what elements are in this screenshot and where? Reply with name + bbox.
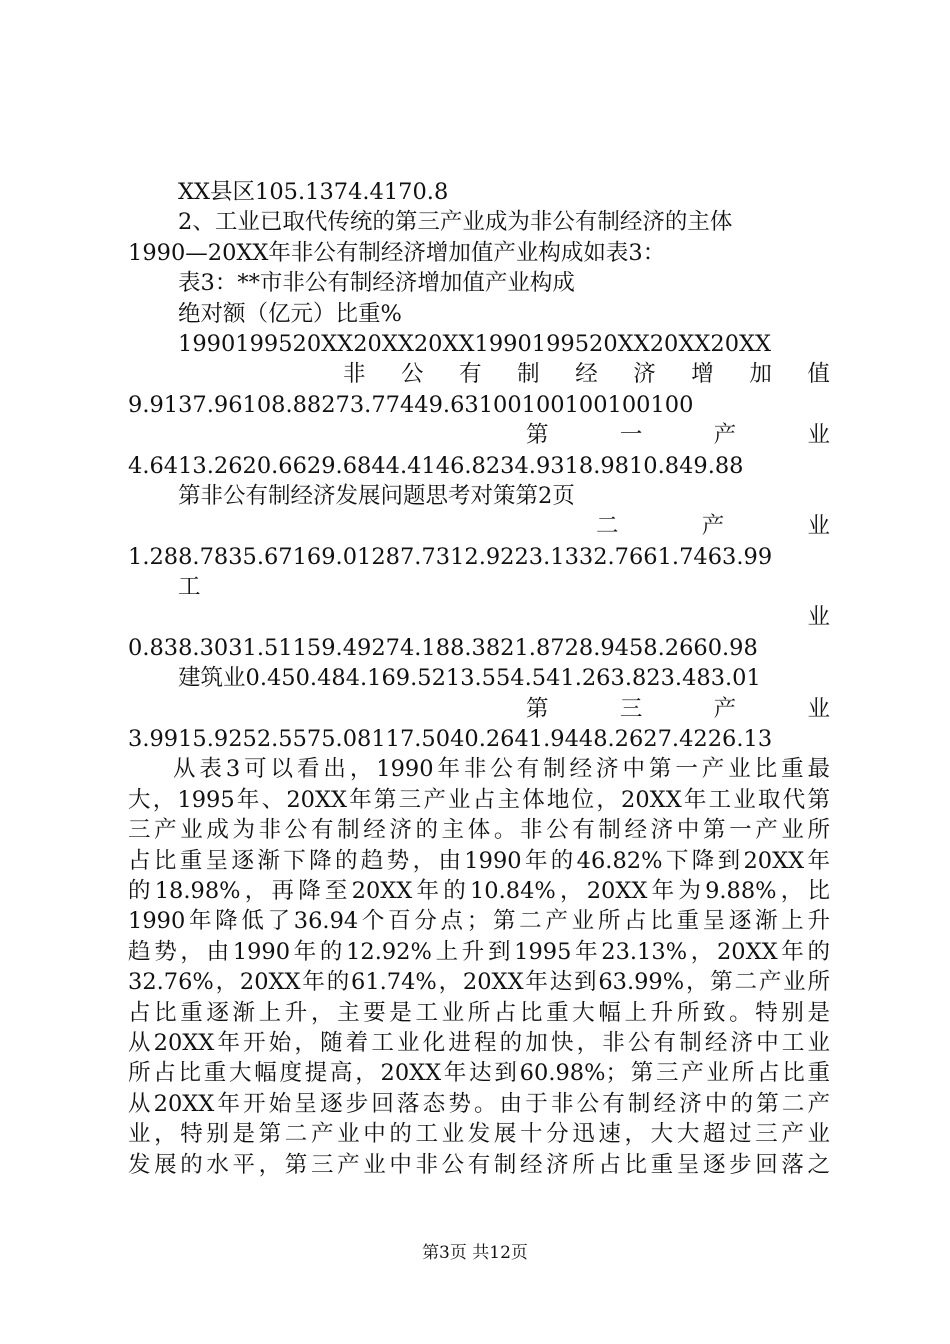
- label-char: 产: [713, 422, 737, 449]
- label-char: 业: [807, 513, 830, 540]
- table-row-values-industry: 0.838.3031.51159.49274.188.3821.8728.9458.2660.98: [128, 634, 758, 661]
- paragraph-line: 所占比重大幅度提高，20XX年达到60.98%；第三产业所占比重: [128, 1060, 830, 1087]
- page-header-note: 第非公有制经济发展问题思考对策第2页: [178, 482, 575, 509]
- label-char: 有: [459, 361, 482, 388]
- table-row-construction: 建筑业0.450.484.169.5213.554.541.263.823.483.01: [178, 665, 761, 692]
- paragraph-line: 占比重呈逐渐下降的趋势，由1990年的46.82%下降到20XX年: [128, 847, 830, 874]
- section-heading: 2、工业已取代传统的第三产业成为非公有制经济的主体: [178, 209, 733, 236]
- label-char: 一: [619, 422, 643, 449]
- label-char: 增: [691, 361, 714, 388]
- document-body: [128, 177, 830, 1180]
- table-row-label-industry-a: 工: [178, 574, 201, 601]
- table-row-label-secondary: [128, 511, 830, 541]
- paragraph-line: 发展的水平，第三产业中非公有制经济所占比重呈逐步回落之: [128, 1151, 830, 1178]
- paragraph-line: 趋势，由1990年的12.92%上升到1995年23.13%，20XX年的: [128, 938, 830, 965]
- label-char: 业: [807, 422, 830, 449]
- label-char: 加: [749, 361, 772, 388]
- label-spread: [526, 420, 830, 450]
- label-char: 业: [807, 604, 830, 631]
- label-char: 产: [701, 513, 725, 540]
- label-char: 值: [807, 361, 830, 388]
- paragraph-line: 从表3可以看出，1990年非公有制经济中第一产业比重最: [173, 756, 830, 783]
- table-row-label-tertiary: [128, 694, 830, 724]
- county-data-line: XX县区105.1374.4170.8: [178, 179, 449, 205]
- label-char: 业: [807, 695, 830, 722]
- paragraph-line: 从20XX年开始呈逐步回落态势。由于非公有制经济中的第二产: [128, 1090, 830, 1117]
- paragraph-line: 的18.98%，再降至20XX年的10.84%，20XX年为9.88%，比: [128, 877, 830, 904]
- table-row-values-tertiary: 3.9915.9252.5575.08117.5040.2641.9448.2627.4226.13: [128, 726, 773, 753]
- paragraph-line: 占比重逐渐上升，主要是工业所占比重大幅上升所致。特别是: [128, 999, 830, 1026]
- label-spread: [526, 694, 830, 724]
- page-footer: [0, 1242, 950, 1264]
- table-title: 表3：**市非公有制经济增加值产业构成: [178, 270, 575, 297]
- table-row-label-total: [128, 359, 830, 389]
- label-char: 公: [401, 361, 424, 388]
- table-row-values-total: 9.9137.96108.88273.77449.63100100100100100: [128, 391, 694, 418]
- page-number: 第3页 共12页: [422, 1243, 528, 1263]
- paragraph-line: 32.76%，20XX年的61.74%，20XX年达到63.99%，第二产业所: [128, 969, 830, 996]
- label-char: 二: [596, 513, 619, 540]
- table-header-units: 绝对额（亿元）比重%: [178, 300, 402, 327]
- label-char: 第: [526, 422, 549, 449]
- table-row-label-industry-b: [128, 602, 830, 632]
- table-header-years: 1990199520XX20XX20XX1990199520XX20XX20XX: [178, 330, 772, 357]
- intro-line: 1990—20XX年非公有制经济增加值产业构成如表3：: [128, 239, 666, 266]
- label-char: 产: [713, 695, 737, 722]
- table-row-values-secondary: 1.288.7835.67169.01287.7312.9223.1332.7661.7463.99: [128, 543, 773, 570]
- label-char: 三: [619, 695, 643, 722]
- label-char: 非: [343, 361, 366, 388]
- label-spread: [343, 359, 830, 389]
- paragraph-line: 三产业成为非公有制经济的主体。非公有制经济中第一产业所: [128, 817, 830, 844]
- label-char: 第: [526, 695, 549, 722]
- table-row-values-primary: 4.6413.2620.6629.6844.4146.8234.9318.9810.849.88: [128, 452, 744, 479]
- label-char: 制: [517, 361, 540, 388]
- label-char: 经: [575, 361, 598, 388]
- paragraph-line: 业，特别是第二产业中的工业发展十分迅速，大大超过三产业: [128, 1121, 830, 1148]
- paragraph-line: 大，1995年、20XX年第三产业占主体地位，20XX年工业取代第: [128, 786, 830, 813]
- paragraph-line: 从20XX年开始，随着工业化进程的加快，非公有制经济中工业: [128, 1029, 830, 1056]
- label-spread: [596, 511, 830, 541]
- paragraph-line: 1990年降低了36.94个百分点；第二产业所占比重呈逐渐上升: [128, 908, 830, 935]
- table-row-label-primary: [128, 420, 830, 450]
- label-char: 济: [633, 361, 656, 388]
- analysis-paragraph: [128, 754, 830, 1179]
